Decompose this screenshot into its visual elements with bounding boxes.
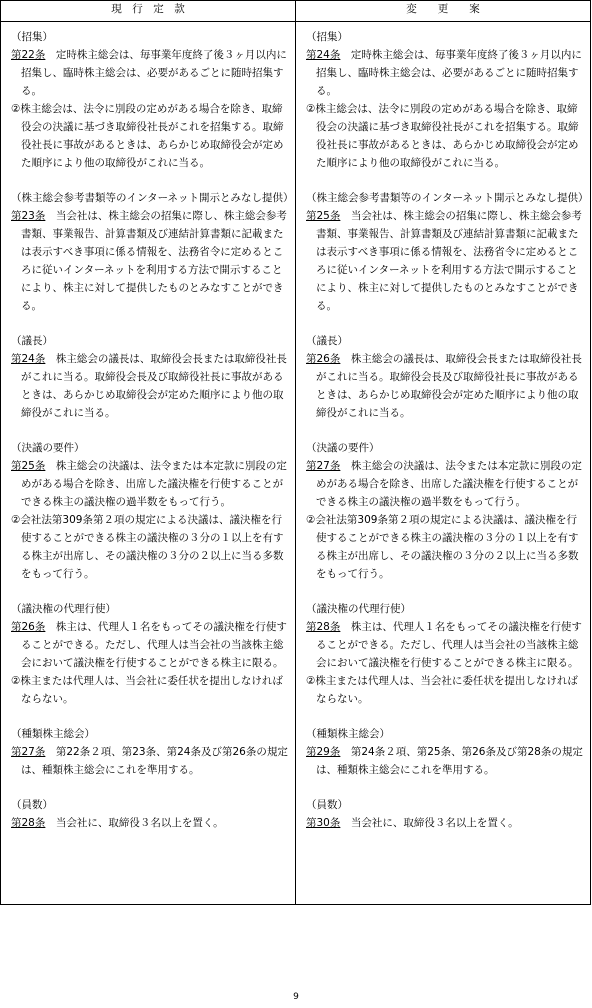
article-body: [306, 457, 584, 511]
article-title: （員数）: [11, 799, 53, 811]
article-section: [306, 725, 584, 779]
article-text: 株主総会の議長は、取締役会長または取締役社長がこれに当る。取締役会長及び取締役社長に事故があるときは、あらかじめ取締役会が定めた順序により他の取締役がこれに当る。: [316, 353, 582, 419]
article-title: （招集）: [11, 31, 53, 43]
article-number: 第23条: [11, 210, 46, 222]
article-section: [306, 332, 584, 422]
article-title: （議決権の代理行使）: [11, 603, 116, 615]
article-text: 株主は、代理人１名をもってその議決権を行使することができる。ただし、代理人は当会社の当該株主総会において議決権を行使することができる株主に限る。: [316, 621, 582, 669]
article-text: 当会社は、株主総会の招集に際し、株主総会参考書類、事業報告、計算書類及び連結計算書類に記載または表示すべき事項に係る情報を、法務省令に定めるところに従いインターネットを利用する方法で開示することにより、株主に対して提供したものとみなすことができる。: [21, 210, 287, 312]
article-body: [11, 814, 289, 832]
article-title: （決議の要件）: [306, 442, 380, 454]
article-body: [11, 207, 289, 315]
header-current-articles: 現 行 定 款: [1, 1, 296, 22]
article-text: 定時株主総会は、毎事業年度終了後３ヶ月以内に招集し、臨時株主総会は、必要があるごとに随時招集する。: [21, 49, 287, 97]
article-number: 第26条: [306, 353, 341, 365]
article-number: 第28条: [306, 621, 341, 633]
article-text: 当会社は、株主総会の招集に際し、株主総会参考書類、事業報告、計算書類及び連結計算書類に記載または表示すべき事項に係る情報を、法務省令に定めるところに従いインターネットを利用する方法で開示することにより、株主に対して提供したものとみなすことができる。: [316, 210, 582, 312]
article-body: [11, 46, 289, 100]
article-text: 当会社に、取締役３名以上を置く。: [340, 817, 519, 829]
article-title: （決議の要件）: [11, 442, 85, 454]
article-number: 第28条: [11, 817, 46, 829]
article-body: [306, 207, 584, 315]
article-title: （株主総会参考書類等のインターネット開示とみなし提供）: [306, 192, 589, 204]
article-section: [11, 600, 289, 708]
article-section: [306, 600, 584, 708]
article-paragraph: ②会社法第309条第２項の規定による決議は、議決権を行使することができる株主の議決権の３分の１以上を有する株主が出席し、その議決権の３分の２以上に当る多数をもって行う。: [306, 514, 579, 580]
header-proposed-changes: 変 更 案: [296, 1, 591, 22]
article-title: （株主総会参考書類等のインターネット開示とみなし提供）: [11, 192, 294, 204]
article-number: 第25条: [306, 210, 341, 222]
article-paragraph: ②株主または代理人は、当会社に委任状を提出しなければならない。: [11, 675, 283, 705]
article-body: [306, 743, 584, 779]
article-title: （種類株主総会）: [11, 728, 95, 740]
article-text: 株主総会の議長は、取締役会長または取締役社長がこれに当る。取締役会長及び取締役社長に事故があるときは、あらかじめ取締役会が定めた順序により他の取締役がこれに当る。: [21, 353, 287, 419]
article-title: （員数）: [306, 799, 348, 811]
body-row: [1, 22, 591, 905]
article-text: 株主総会の決議は、法令または本定款に別段の定めがある場合を除き、出席した議決権を行使することができる株主の議決権の過半数をもって行う。: [21, 460, 287, 508]
article-paragraph: ②株主総会は、法令に別段の定めがある場合を除き、取締役会の決議に基づき取締役社長がこれを招集する。取締役社長に事故があるときは、あらかじめ取締役会が定めた順序により他の取締役がこれに当る。: [11, 103, 284, 169]
article-body: [306, 46, 584, 100]
article-text: 第22条２項、第23条、第24条及び第26条の規定は、種類株主総会にこれを準用する。: [21, 746, 288, 776]
article-number: 第25条: [11, 460, 46, 472]
article-section: [11, 439, 289, 583]
article-title: （議決権の代理行使）: [306, 603, 411, 615]
article-number: 第26条: [11, 621, 46, 633]
column-current: [1, 22, 296, 905]
article-title: （招集）: [306, 31, 348, 43]
article-number: 第22条: [11, 49, 46, 61]
article-title: （議長）: [306, 335, 348, 347]
article-section: [306, 796, 584, 832]
article-paragraph: ②株主総会は、法令に別段の定めがある場合を除き、取締役会の決議に基づき取締役社長がこれを招集する。取締役社長に事故があるときは、あらかじめ取締役会が定めた順序により他の取締役がこれに当る。: [306, 103, 579, 169]
article-paragraph: ②会社法第309条第２項の規定による決議は、議決権を行使することができる株主の議決権の３分の１以上を有する株主が出席し、その議決権の３分の２以上に当る多数をもって行う。: [11, 514, 284, 580]
article-section: [306, 189, 589, 315]
article-number: 第24条: [11, 353, 46, 365]
article-text: 定時株主総会は、毎事業年度終了後３ヶ月以内に招集し、臨時株主総会は、必要があるごとに随時招集する。: [316, 49, 582, 97]
article-title: （種類株主総会）: [306, 728, 390, 740]
article-number: 第30条: [306, 817, 341, 829]
article-section: [11, 725, 289, 779]
header-row: [1, 1, 591, 22]
article-number: 第29条: [306, 746, 341, 758]
article-text: 株主総会の決議は、法令または本定款に別段の定めがある場合を除き、出席した議決権を行使することができる株主の議決権の過半数をもって行う。: [316, 460, 582, 508]
article-section: [306, 28, 584, 172]
article-section: [11, 28, 289, 172]
article-number: 第27条: [306, 460, 341, 472]
article-body: [306, 350, 584, 422]
article-paragraph: ②株主または代理人は、当会社に委任状を提出しなければならない。: [306, 675, 578, 705]
column-proposed: [296, 22, 591, 905]
article-number: 第24条: [306, 49, 341, 61]
article-text: 株主は、代理人１名をもってその議決権を行使することができる。ただし、代理人は当会社の当該株主総会において議決権を行使することができる株主に限る。: [21, 621, 287, 669]
page-number: 9: [293, 992, 299, 1002]
article-body: [11, 618, 289, 672]
article-section: [11, 332, 289, 422]
article-body: [11, 457, 289, 511]
article-section: [306, 439, 584, 583]
article-text: 第24条２項、第25条、第26条及び第28条の規定は、種類株主総会にこれを準用する。: [316, 746, 583, 776]
article-body: [11, 743, 289, 779]
article-title: （議長）: [11, 335, 53, 347]
article-body: [306, 814, 584, 832]
article-number: 第27条: [11, 746, 46, 758]
article-text: 当会社に、取締役３名以上を置く。: [45, 817, 224, 829]
article-body: [11, 350, 289, 422]
article-body: [306, 618, 584, 672]
article-section: [11, 189, 294, 315]
article-section: [11, 796, 289, 832]
